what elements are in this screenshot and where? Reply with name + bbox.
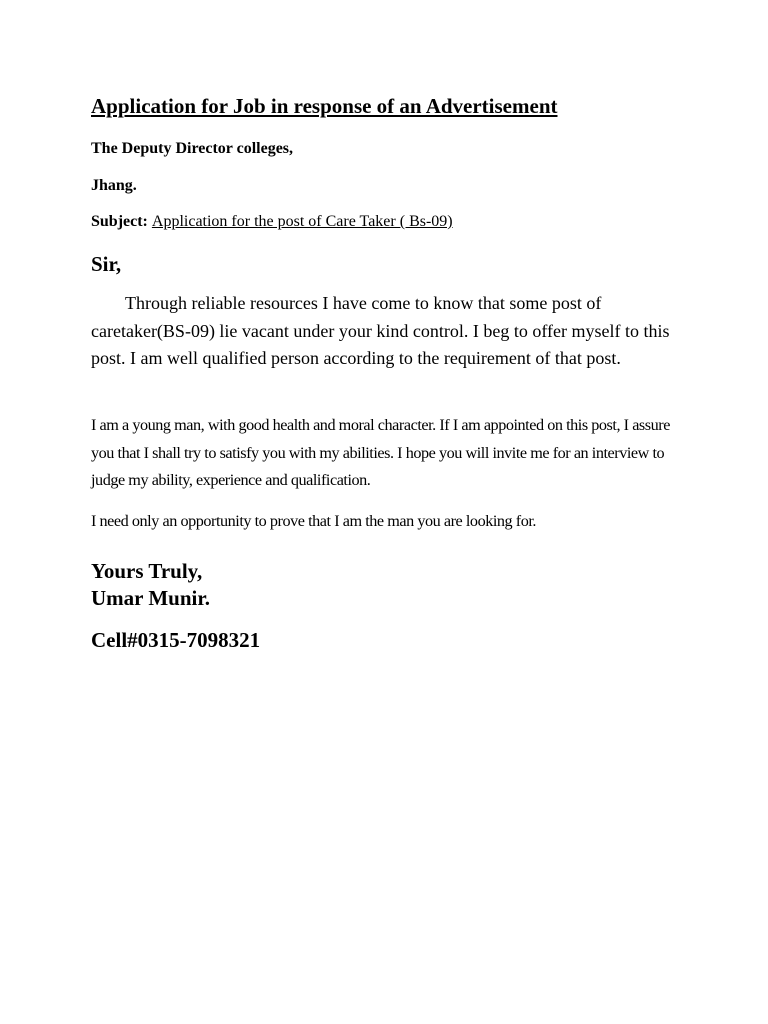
body-paragraph-1: Through reliable resources I have come to know that some post of caretaker(BS-09) lie vacant under your kind control. I beg to offer myself to this post. I am well qualified person according to the requirement of that post. — [91, 293, 670, 368]
letter-title: Application for Job in response of an Advertisement — [91, 94, 558, 118]
signature-name: Umar Munir. — [91, 586, 211, 610]
body-paragraph-2: I am a young man, with good health and moral character. If I am appointed on this post, I assure you that I shall try to satisfy you with my abilities. I hope you will invite me for an interview to judge my ability, experience and qualification. — [91, 416, 670, 489]
subject-label: Subject: — [91, 213, 148, 230]
body-paragraph-3: I need only an opportunity to prove that I am the man you are looking for. — [91, 512, 537, 530]
recipient-line-1: The Deputy Director colleges, — [91, 140, 294, 157]
contact-number: Cell#0315-7098321 — [91, 628, 261, 652]
subject-line — [91, 212, 453, 232]
salutation: Sir, — [91, 252, 122, 276]
closing: Yours Truly, — [91, 559, 203, 583]
subject-text: Application for the post of Care Taker ( Bs-09) — [151, 213, 453, 230]
recipient-line-2: Jhang. — [91, 177, 137, 194]
